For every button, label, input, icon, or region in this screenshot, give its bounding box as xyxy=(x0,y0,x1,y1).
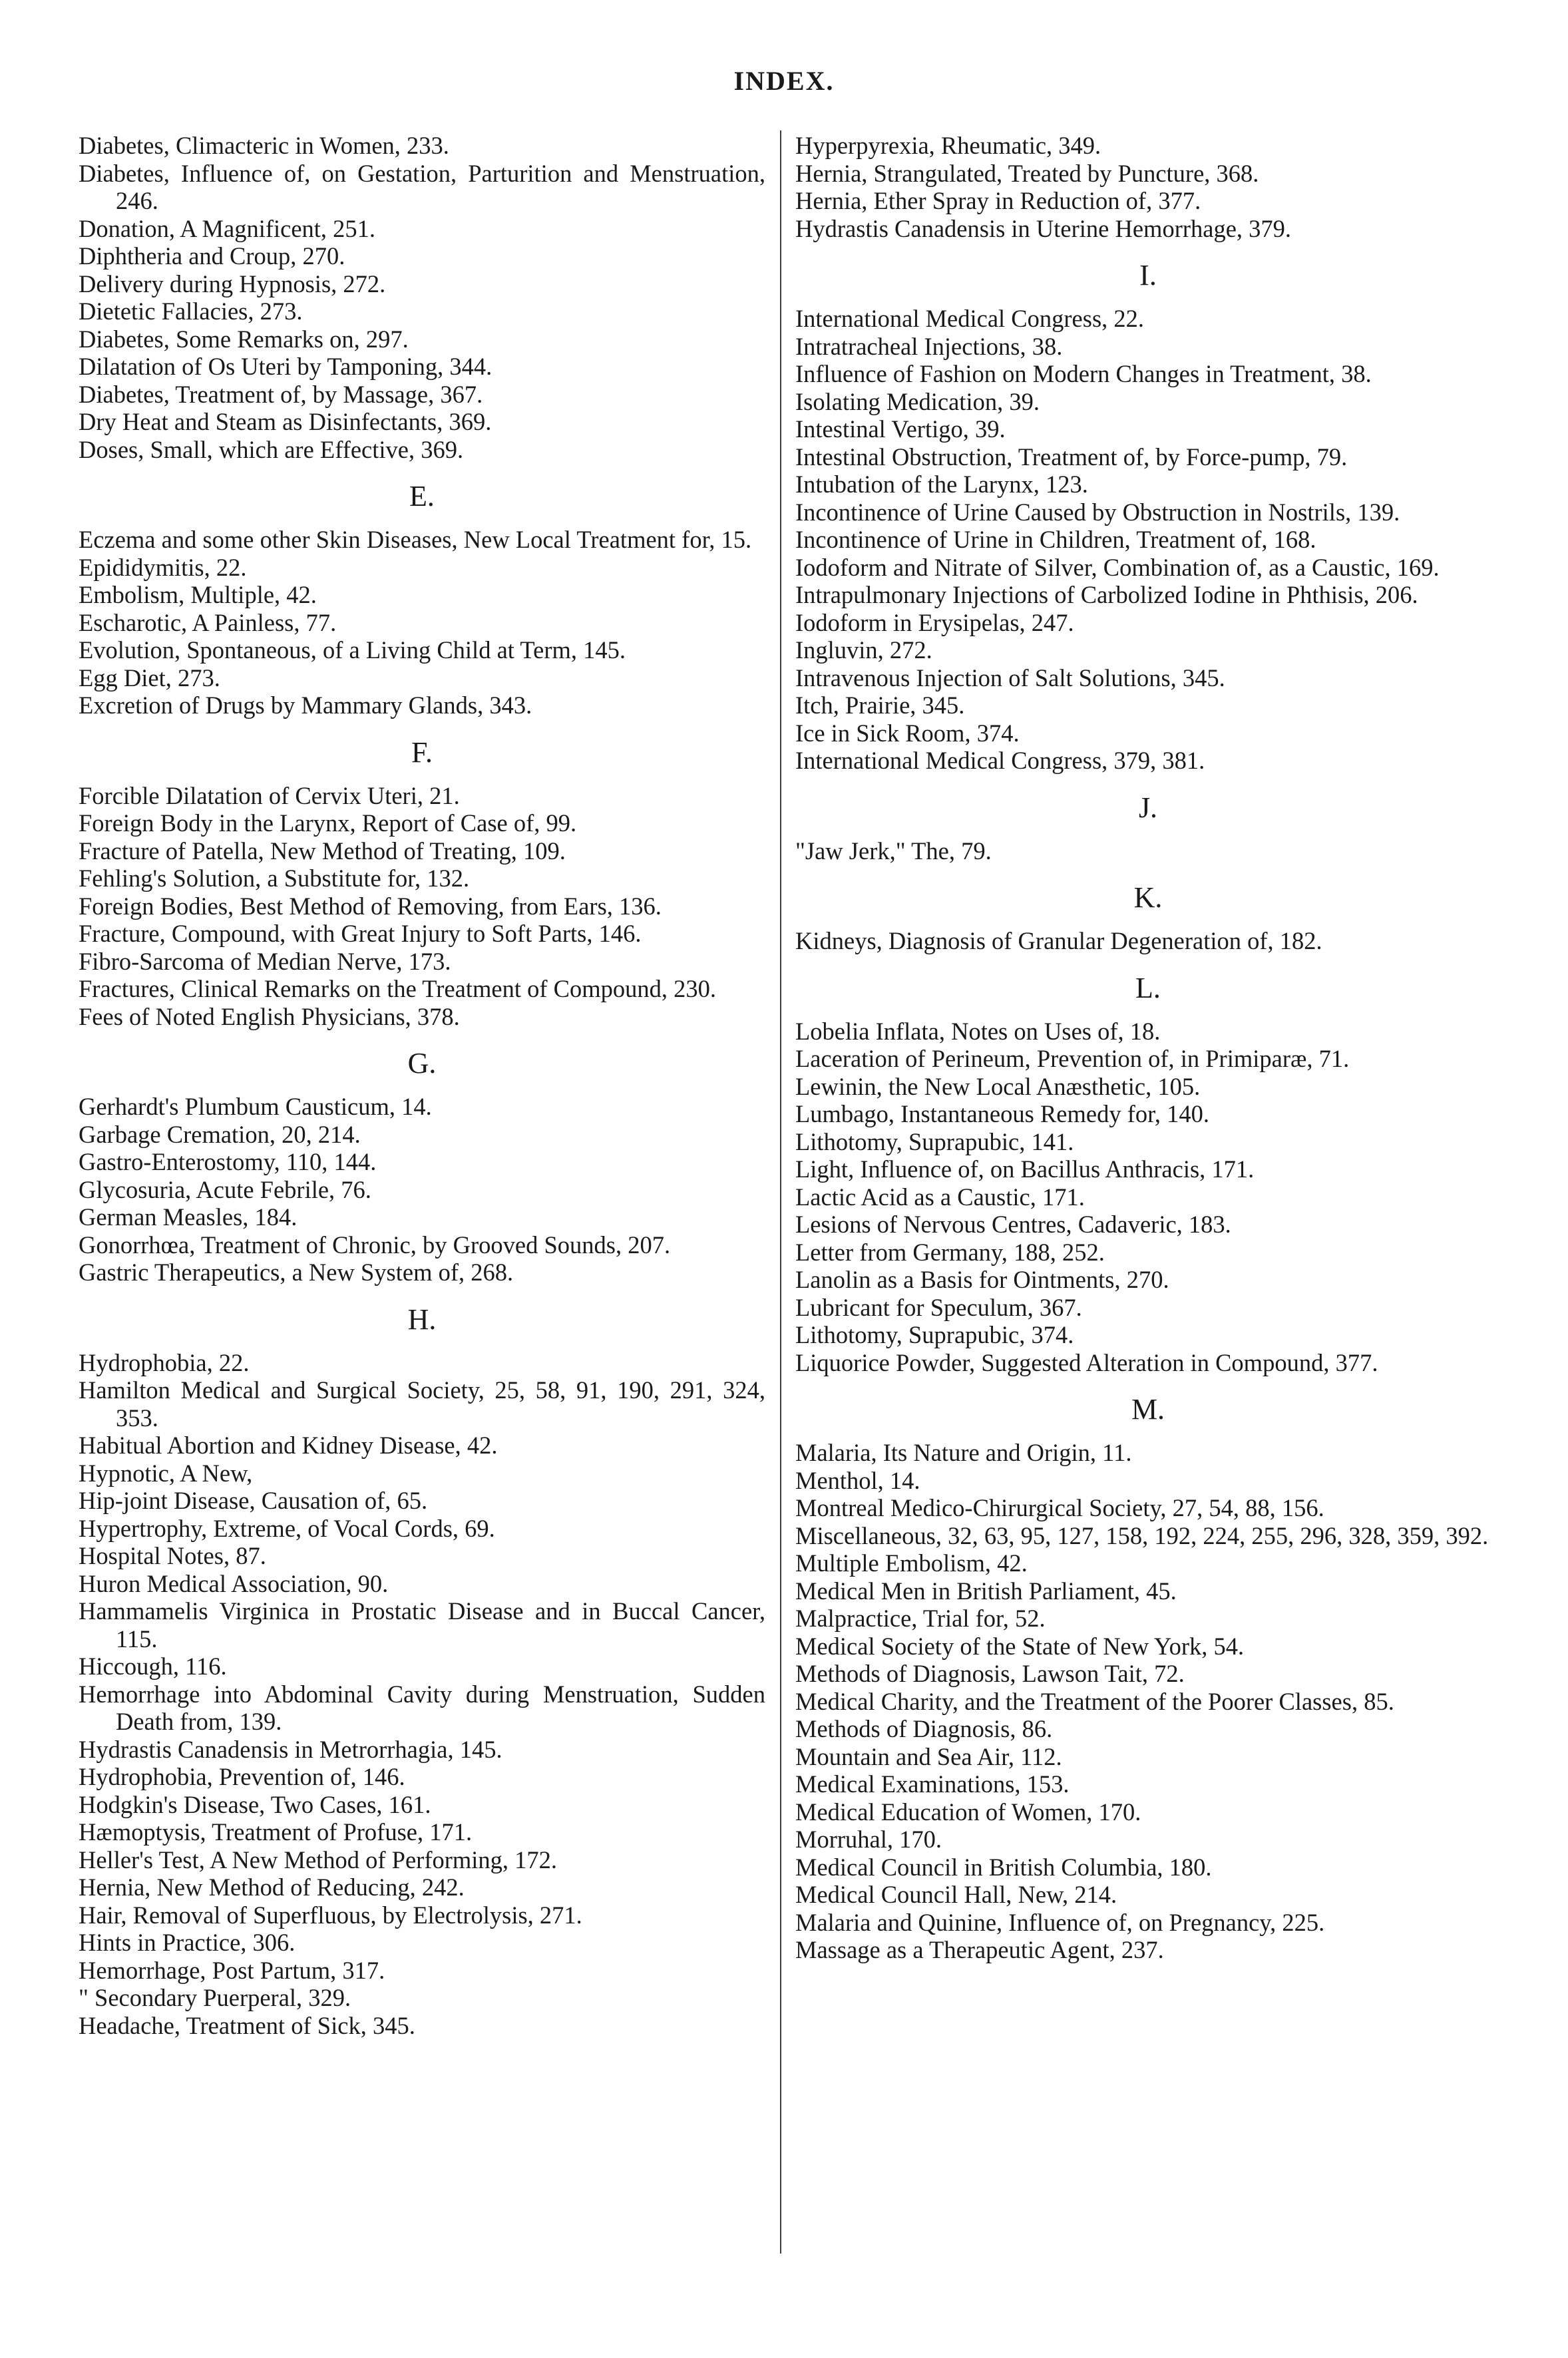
index-entry: Hydrastis Canadensis in Uterine Hemorrhage, 379. xyxy=(795,214,1292,242)
section-letter-heading: J. xyxy=(1138,791,1158,824)
index-entry: Montreal Medico-Chirurgical Society, 27, 54, 88, 156. xyxy=(795,1494,1324,1521)
index-entry: International Medical Congress, 379, 381. xyxy=(795,747,1205,774)
index-entry: Diabetes, Some Remarks on, 297. xyxy=(79,325,409,353)
section-letter-heading: M. xyxy=(1131,1393,1165,1426)
section-letter-heading: E. xyxy=(409,480,435,512)
index-entry: Hydrophobia, Prevention of, 146. xyxy=(79,1763,405,1790)
index-entry: Medical Men in British Parliament, 45. xyxy=(795,1577,1177,1605)
index-entry: Medical Education of Women, 170. xyxy=(795,1798,1141,1826)
index-entry: Glycosuria, Acute Febrile, 76. xyxy=(79,1175,371,1203)
index-entry: Morruhal, 170. xyxy=(795,1826,942,1853)
index-entry: Lumbago, Instantaneous Remedy for, 140. xyxy=(795,1100,1209,1127)
index-entry: Fees of Noted English Physicians, 378. xyxy=(79,1002,460,1030)
index-entry: Multiple Embolism, 42. xyxy=(795,1549,1028,1577)
index-entry: Light, Influence of, on Bacillus Anthracis, 171. xyxy=(795,1155,1255,1183)
index-entry: Malpractice, Trial for, 52. xyxy=(795,1605,1046,1632)
index-entry: Intubation of the Larynx, 123. xyxy=(795,471,1088,498)
index-entry: Hernia, Strangulated, Treated by Puncture, 368. xyxy=(795,159,1259,187)
index-entry: Menthol, 14. xyxy=(795,1466,920,1494)
section-letter-heading: G. xyxy=(407,1047,437,1080)
index-entry: Hair, Removal of Superfluous, by Electrolysis, 271. xyxy=(79,1901,582,1929)
index-entry: Miscellaneous, 32, 63, 95, 127, 158, 192, 224, 255, 296, 328, 359, 392. xyxy=(795,1521,1489,1549)
index-entry: Lithotomy, Suprapubic, 141. xyxy=(795,1127,1074,1155)
index-entry: Incontinence of Urine Caused by Obstruction in Nostrils, 139. xyxy=(795,498,1400,526)
index-entry: Hernia, Ether Spray in Reduction of, 377. xyxy=(795,187,1201,214)
index-entry: Malaria, Its Nature and Origin, 11. xyxy=(795,1439,1132,1466)
index-entry: Delivery during Hypnosis, 272. xyxy=(79,270,386,297)
index-entry: Eczema and some other Skin Diseases, New Local Treatment for, 15. xyxy=(79,526,752,553)
index-entry: Hammamelis Virginica in Prostatic Disease and in Buccal Cancer, 115. xyxy=(79,1597,765,1653)
index-entry: Medical Charity, and the Treatment of the Poorer Classes, 85. xyxy=(795,1687,1394,1715)
index-entry: Hypertrophy, Extreme, of Vocal Cords, 69. xyxy=(79,1514,495,1542)
index-entry: Diabetes, Climacteric in Women, 233. xyxy=(79,132,449,159)
index-entry: Fractures, Clinical Remarks on the Treatment of Compound, 230. xyxy=(79,975,717,1002)
index-entry: Hypnotic, A New, xyxy=(79,1459,253,1487)
index-entry: Epididymitis, 22. xyxy=(79,553,247,581)
index-entry: Fehling's Solution, a Substitute for, 132. xyxy=(79,865,470,892)
index-entry: Hospital Notes, 87. xyxy=(79,1542,266,1569)
index-entry: Methods of Diagnosis, Lawson Tait, 72. xyxy=(795,1660,1185,1687)
index-entry: Doses, Small, which are Effective, 369. xyxy=(79,435,464,463)
index-entry: " Secondary Puerperal, 329. xyxy=(79,1984,351,2011)
index-entry: Gerhardt's Plumbum Causticum, 14. xyxy=(79,1093,432,1120)
index-entry: Lubricant for Speculum, 367. xyxy=(795,1293,1082,1321)
index-entry: Fracture, Compound, with Great Injury to Soft Parts, 146. xyxy=(79,920,642,947)
index-entry: Lanolin as a Basis for Ointments, 270. xyxy=(795,1266,1169,1293)
index-entry: Gonorrhœa, Treatment of Chronic, by Grooved Sounds, 207. xyxy=(79,1231,671,1259)
index-entry: Kidneys, Diagnosis of Granular Degeneration of, 182. xyxy=(795,927,1322,954)
index-entry: Medical Council Hall, New, 214. xyxy=(795,1881,1117,1908)
index-entry: Evolution, Spontaneous, of a Living Child at Term, 145. xyxy=(79,636,626,664)
index-entry: Lithotomy, Suprapubic, 374. xyxy=(795,1321,1074,1348)
index-entry: Gastro-Enterostomy, 110, 144. xyxy=(79,1148,377,1175)
index-entry: Diabetes, Influence of, on Gestation, Parturition and Menstruation, 246. xyxy=(79,159,765,214)
index-entry: International Medical Congress, 22. xyxy=(795,305,1145,332)
index-entry: Headache, Treatment of Sick, 345. xyxy=(79,2011,415,2039)
index-entry: Intestinal Vertigo, 39. xyxy=(795,415,1006,443)
index-entry: Diphtheria and Croup, 270. xyxy=(79,242,345,270)
index-entry: Garbage Cremation, 20, 214. xyxy=(79,1120,361,1148)
column-divider xyxy=(780,130,781,2254)
index-entry: Medical Council in British Columbia, 180. xyxy=(795,1853,1212,1881)
index-entry: Letter from Germany, 188, 252. xyxy=(795,1238,1105,1266)
index-entry: Foreign Bodies, Best Method of Removing, from Ears, 136. xyxy=(79,892,662,920)
index-entry: Hernia, New Method of Reducing, 242. xyxy=(79,1873,465,1901)
index-entry: Isolating Medication, 39. xyxy=(795,387,1040,415)
index-entry: Hæmoptysis, Treatment of Profuse, 171. xyxy=(79,1818,473,1846)
index-entry: Gastric Therapeutics, a New System of, 268. xyxy=(79,1259,514,1286)
index-entry: Dry Heat and Steam as Disinfectants, 369. xyxy=(79,408,492,435)
index-entry: Lesions of Nervous Centres, Cadaveric, 183. xyxy=(795,1211,1231,1238)
index-entry: Influence of Fashion on Modern Changes in Treatment, 38. xyxy=(795,360,1372,387)
index-entry: Hyperpyrexia, Rheumatic, 349. xyxy=(795,132,1101,159)
index-entry: Embolism, Multiple, 42. xyxy=(79,581,317,608)
index-entry: Lactic Acid as a Caustic, 171. xyxy=(795,1183,1085,1211)
index-entry: Mountain and Sea Air, 112. xyxy=(795,1742,1062,1770)
index-entry: Escharotic, A Painless, 77. xyxy=(79,608,337,636)
index-entry: Fibro-Sarcoma of Median Nerve, 173. xyxy=(79,947,451,975)
index-entry: Fracture of Patella, New Method of Treating, 109. xyxy=(79,837,566,865)
index-entry: Laceration of Perineum, Prevention of, in Primiparæ, 71. xyxy=(795,1045,1350,1072)
index-entry: Hints in Practice, 306. xyxy=(79,1929,295,1956)
index-entry: Foreign Body in the Larynx, Report of Case of, 99. xyxy=(79,809,577,837)
index-entry: Dietetic Fallacies, 273. xyxy=(79,297,303,325)
section-letter-heading: I. xyxy=(1139,259,1157,292)
index-entry: Hemorrhage, Post Partum, 317. xyxy=(79,1956,385,1984)
index-entry: Massage as a Therapeutic Agent, 237. xyxy=(795,1936,1164,1963)
index-entry: Intestinal Obstruction, Treatment of, by Force-pump, 79. xyxy=(795,443,1348,471)
index-entry: Huron Medical Association, 90. xyxy=(79,1569,389,1597)
index-entry: Lobelia Inflata, Notes on Uses of, 18. xyxy=(795,1017,1161,1045)
index-entry: Intratracheal Injections, 38. xyxy=(795,332,1063,360)
index-entry: German Measles, 184. xyxy=(79,1203,297,1231)
index-entry: Incontinence of Urine in Children, Treatment of, 168. xyxy=(795,526,1316,553)
index-entry: Medical Society of the State of New York, 54. xyxy=(795,1632,1245,1660)
index-entry: Ingluvin, 272. xyxy=(795,636,932,664)
index-entry: Hamilton Medical and Surgical Society, 25, 58, 91, 190, 291, 324, 353. xyxy=(79,1376,765,1432)
index-entry: Itch, Prairie, 345. xyxy=(795,691,965,719)
index-entry: Iodoform and Nitrate of Silver, Combination of, as a Caustic, 169. xyxy=(795,553,1440,581)
index-entry: Excretion of Drugs by Mammary Glands, 343. xyxy=(79,691,532,719)
section-letter-heading: H. xyxy=(407,1302,437,1336)
section-letter-heading: L. xyxy=(1135,971,1161,1004)
index-entry: Malaria and Quinine, Influence of, on Pregnancy, 225. xyxy=(795,1908,1325,1936)
right-column xyxy=(795,132,1501,1964)
index-entry: Hodgkin's Disease, Two Cases, 161. xyxy=(79,1790,431,1818)
page-title: INDEX. xyxy=(733,66,835,96)
index-entry: Forcible Dilatation of Cervix Uteri, 21. xyxy=(79,781,460,809)
index-entry: Intravenous Injection of Salt Solutions, 345. xyxy=(795,664,1225,691)
index-entry: Intrapulmonary Injections of Carbolized Iodine in Phthisis, 206. xyxy=(795,581,1418,608)
index-entry: Liquorice Powder, Suggested Alteration in Compound, 377. xyxy=(795,1348,1378,1376)
index-entry: Lewinin, the New Local Anæsthetic, 105. xyxy=(795,1072,1201,1100)
index-entry: "Jaw Jerk," The, 79. xyxy=(795,837,992,865)
section-letter-heading: K. xyxy=(1133,881,1163,914)
index-entry: Hydrastis Canadensis in Metrorrhagia, 145. xyxy=(79,1735,502,1763)
index-entry: Medical Examinations, 153. xyxy=(795,1770,1070,1798)
section-letter-heading: F. xyxy=(411,735,433,769)
index-entry: Hydrophobia, 22. xyxy=(79,1348,250,1376)
index-entry: Hemorrhage into Abdominal Cavity during Menstruation, Sudden Death from, 139. xyxy=(79,1680,765,1735)
index-entry: Hip-joint Disease, Causation of, 65. xyxy=(79,1487,428,1514)
index-entry: Ice in Sick Room, 374. xyxy=(795,719,1020,747)
index-entry: Heller's Test, A New Method of Performing, 172. xyxy=(79,1846,558,1873)
index-entry: Dilatation of Os Uteri by Tamponing, 344. xyxy=(79,353,492,380)
index-entry: Egg Diet, 273. xyxy=(79,664,220,691)
left-column xyxy=(79,132,765,2039)
index-entry: Methods of Diagnosis, 86. xyxy=(795,1715,1053,1742)
index-entry: Donation, A Magnificent, 251. xyxy=(79,214,376,242)
index-entry: Habitual Abortion and Kidney Disease, 42. xyxy=(79,1432,498,1459)
index-entry: Diabetes, Treatment of, by Massage, 367. xyxy=(79,380,483,408)
index-entry: Hiccough, 116. xyxy=(79,1653,227,1680)
index-entry: Iodoform in Erysipelas, 247. xyxy=(795,608,1074,636)
